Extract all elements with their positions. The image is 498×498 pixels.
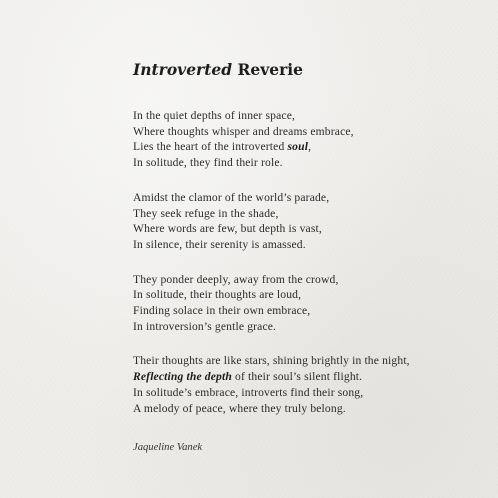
stanza-1 xyxy=(133,108,473,171)
poem-line: In introversion’s gentle grace. xyxy=(133,319,277,333)
poem-line: Their thoughts are like stars, shining brightly in the night, xyxy=(133,354,410,368)
poem-line: Where words are few, but depth is vast, xyxy=(133,222,322,236)
poem-line: They ponder deeply, away from the crowd, xyxy=(133,272,339,286)
poem-line: In solitude, their thoughts are loud, xyxy=(133,288,302,302)
line-text: of their soul’s silent flight. xyxy=(231,370,363,384)
poem-line: In the quiet depths of inner space, xyxy=(133,109,296,122)
poem-title xyxy=(133,58,473,82)
poem-line: Where thoughts whisper and dreams embrace, xyxy=(133,124,354,138)
poem-line: Amidst the clamor of the world’s parade, xyxy=(133,190,330,204)
line-text: Lies the heart of the introverted xyxy=(133,140,288,154)
poem-line: A melody of peace, where they truly belong. xyxy=(133,401,346,415)
poem xyxy=(133,58,473,453)
poem-line: In solitude’s embrace, introverts find their song, xyxy=(133,385,364,399)
poem-title-rest: Reverie xyxy=(232,60,304,79)
poem-line: They seek refuge in the shade, xyxy=(133,206,279,220)
emphasized-phrase: Reflecting the depth xyxy=(133,370,232,384)
poem-line: In silence, their serenity is amassed. xyxy=(133,237,306,251)
line-text: , xyxy=(308,140,312,154)
poem-line xyxy=(133,139,473,155)
stanza-4 xyxy=(133,353,473,416)
poem-line: In solitude, they find their role. xyxy=(133,156,283,170)
stanza-2 xyxy=(133,190,473,253)
poem-line xyxy=(133,369,473,385)
poem-title-italic: Introverted xyxy=(133,60,233,79)
emphasized-word: soul xyxy=(287,140,309,154)
author-signature: Jaqueline Vanek xyxy=(133,442,203,454)
stanza-3 xyxy=(133,272,473,335)
poem-line: Finding solace in their own embrace, xyxy=(133,304,311,318)
